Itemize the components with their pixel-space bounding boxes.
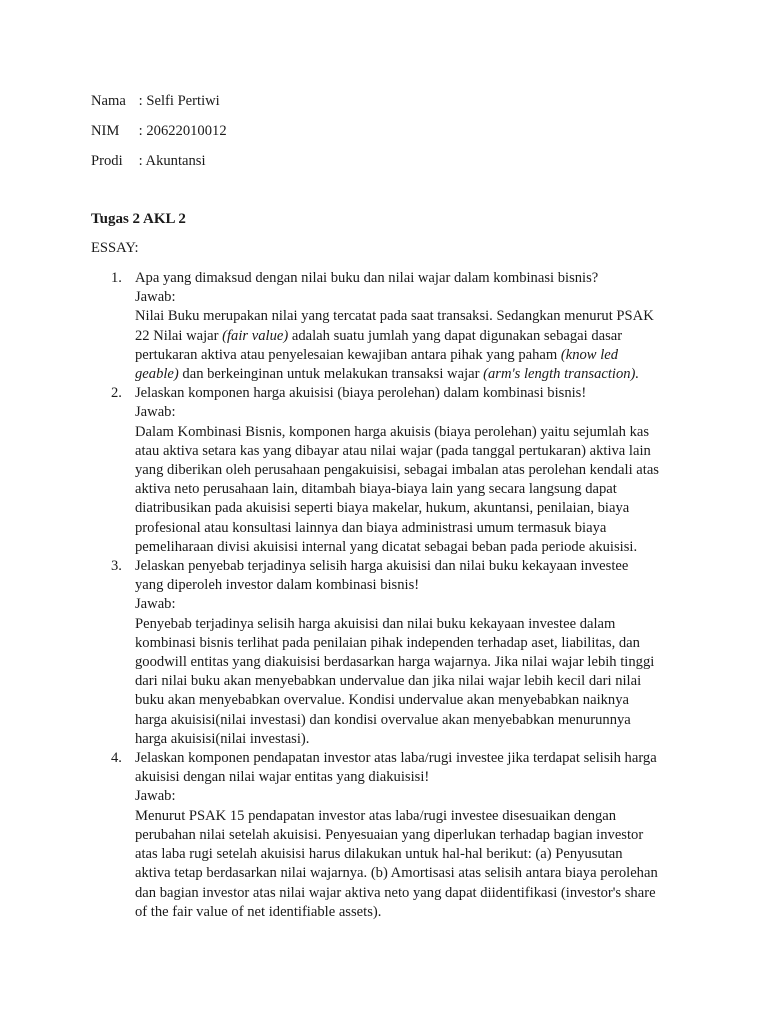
text-segment: dan berkeinginan untuk melakukan transaksi wajar — [178, 366, 484, 383]
italic-text: (know led — [560, 346, 619, 363]
text-segment: 22 Nilai wajar — [135, 327, 223, 344]
text-segment: Jawab: — [135, 289, 176, 306]
text-segment: pertukaran aktiva atau penyelesaian kewajiban antara pihak yang paham — [135, 346, 561, 363]
italic-text: (fair value) — [222, 327, 289, 344]
text-line — [135, 480, 675, 499]
text-line — [135, 691, 675, 710]
text-line — [135, 653, 675, 672]
text-segment: dari nilai buku akan menyebabkan undervalue dan jika nilai wajar lebih kecil dari nilai — [135, 673, 642, 690]
text-line — [135, 615, 675, 634]
question-number: 4. — [111, 750, 122, 767]
text-segment: Jelaskan penyebab terjadinya selisih harga akuisisi dan nilai buku kekayaan investee — [135, 558, 629, 575]
text-line — [135, 768, 675, 787]
text-segment: Penyebab terjadinya selisih harga akuisisi dan nilai buku kekayaan investee dalam — [135, 615, 616, 632]
text-segment: Jelaskan komponen harga akuisisi (biaya perolehan) dalam kombinasi bisnis! — [135, 385, 587, 402]
prodi-value: : Akuntansi — [138, 153, 206, 169]
text-line — [135, 269, 675, 288]
text-line — [135, 595, 675, 614]
text-line — [135, 384, 675, 403]
text-line — [135, 711, 675, 730]
text-segment: Jawab: — [135, 596, 176, 613]
prodi-row — [91, 153, 206, 170]
text-line — [135, 365, 675, 384]
text-segment: diatribusikan pada akuisisi seperti biaya makelar, hukum, akuntansi, penilaian, biaya — [135, 500, 630, 517]
text-line — [135, 845, 675, 864]
text-line — [135, 423, 675, 442]
text-segment: perubahan nilai setelah akuisisi. Penyesuaian yang diperlukan terhadap bagian investor — [135, 826, 644, 843]
nim-label: NIM — [91, 123, 120, 139]
nim-row — [91, 123, 227, 140]
text-line — [135, 730, 675, 749]
text-segment: goodwill entitas yang diakuisisi berdasarkan harga wajarnya. Jika nilai wajar lebih tinggi — [135, 654, 655, 671]
text-segment: Menurut PSAK 15 pendapatan investor atas laba/rugi investee disesuaikan dengan — [135, 807, 617, 824]
text-segment: harga akuisisi(nilai investasi) dan kondisi overvalue akan menyebabkan menurunnya — [135, 711, 631, 728]
text-line — [135, 538, 675, 557]
text-segment: atas laba rugi setelah akuisisi harus dilakukan untuk hal-hal berikut: (a) Penyusutan — [135, 846, 623, 863]
question-number: 2. — [111, 385, 122, 402]
italic-text: (arm's length transaction). — [483, 366, 640, 383]
text-segment: buku akan menyebabkan overvalue. Kondisi undervalue akan menyebabkan naiknya — [135, 692, 629, 709]
text-segment: dan bagian investor atas nilai wajar aktiva neto yang dapat diidentifikasi (investor's share — [135, 884, 656, 901]
question-number: 3. — [111, 558, 122, 575]
text-segment: harga akuisisi(nilai investasi). — [135, 730, 310, 747]
text-line — [135, 864, 675, 883]
text-segment: yang diberikan oleh perusahaan pengakuisisi, sebagai imbalan atas perolehan kendali atas — [135, 462, 659, 479]
text-segment: aktiva tetap berdasarkan nilai wajarnya. (b) Amortisasi atas selisih antara biaya perolehan — [135, 865, 658, 882]
name-value: : Selfi Pertiwi — [138, 93, 220, 109]
text-segment: Jawab: — [135, 788, 176, 805]
question-list — [0, 269, 675, 922]
text-segment: aktiva neto perusahaan lain, ditambah biaya-biaya lain yang secara langsung dapat — [135, 481, 617, 498]
text-line — [135, 903, 675, 922]
text-line — [135, 499, 675, 518]
text-segment: of the fair value of net identifiable assets). — [135, 903, 382, 920]
question-item — [111, 749, 675, 922]
essay-label: ESSAY: — [91, 240, 139, 256]
prodi-label: Prodi — [91, 153, 123, 169]
text-line — [135, 442, 675, 461]
question-item — [111, 384, 675, 557]
text-line — [135, 576, 675, 595]
text-segment: kombinasi bisnis terlihat pada penilaian pihak independen terhadap aset, liabilitas, dan — [135, 634, 640, 651]
text-line — [135, 807, 675, 826]
name-row — [91, 93, 220, 110]
text-line — [135, 787, 675, 806]
text-line — [135, 519, 675, 538]
question-item — [111, 269, 675, 384]
text-segment: Dalam Kombinasi Bisnis, komponen harga akuisis (biaya perolehan) yaitu sejumlah kas — [135, 423, 650, 440]
text-line — [135, 346, 675, 365]
text-segment: Nilai Buku merupakan nilai yang tercatat pada saat transaksi. Sedangkan menurut PSAK — [135, 308, 654, 325]
text-segment: Apa yang dimaksud dengan nilai buku dan nilai wajar dalam kombinasi bisnis? — [135, 270, 599, 286]
assignment-title: Tugas 2 AKL 2 — [91, 211, 186, 227]
name-label: Nama — [91, 93, 126, 109]
text-segment: akuisisi dengan nilai wajar entitas yang diakuisisi! — [135, 769, 430, 786]
text-segment: Jelaskan komponen pendapatan investor atas laba/rugi investee jika terdapat selisih harga — [135, 750, 657, 767]
question-item — [111, 557, 675, 749]
question-number: 1. — [111, 270, 122, 286]
text-line — [135, 403, 675, 422]
text-segment: atau aktiva setara kas yang dibayar atau nilai wajar (pada tanggal pertukaran) aktiva lain — [135, 442, 651, 459]
text-line — [135, 307, 675, 326]
text-line — [135, 557, 675, 576]
italic-text: geable) — [135, 366, 179, 383]
text-segment: adalah suatu jumlah yang dapat digunakan sebagai dasar — [288, 327, 623, 344]
text-line — [135, 327, 675, 346]
text-line — [135, 826, 675, 845]
text-segment: profesional atau konsultasi lainnya dan biaya administrasi umum termasuk biaya — [135, 519, 607, 536]
text-line — [135, 672, 675, 691]
text-line — [135, 634, 675, 653]
text-segment: Jawab: — [135, 404, 176, 421]
text-segment: pemeliharaan divisi akuisisi internal yang dicatat sebagai beban pada periode akuisisi. — [135, 538, 638, 555]
text-line — [135, 884, 675, 903]
nim-value: : 20622010012 — [138, 123, 227, 139]
text-line — [135, 288, 675, 307]
text-line — [135, 461, 675, 480]
text-segment: yang diperoleh investor dalam kombinasi bisnis! — [135, 577, 420, 594]
text-line — [135, 749, 675, 768]
